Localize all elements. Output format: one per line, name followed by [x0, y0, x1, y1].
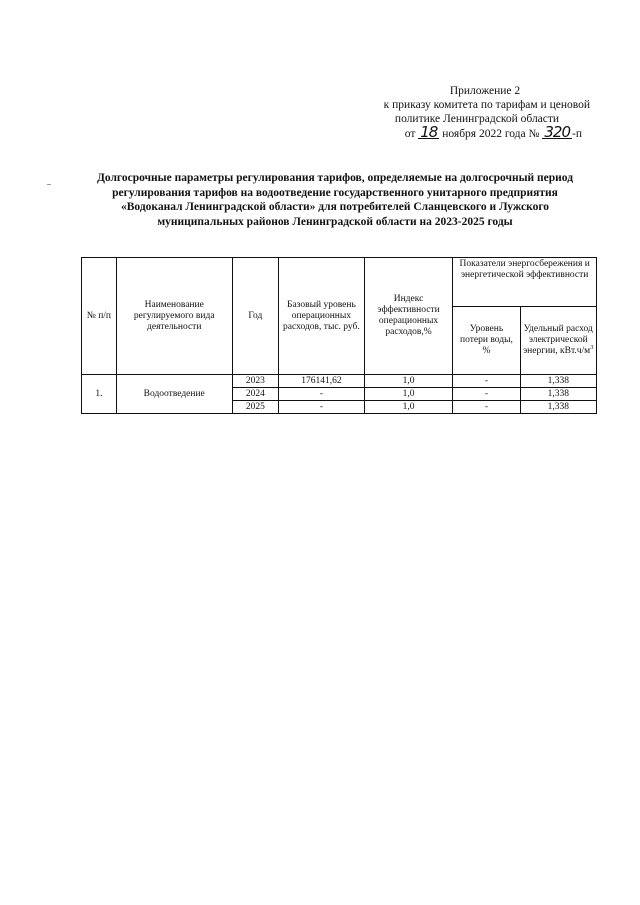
- title-line-4: муниципальных районов Ленинградской области на 2023-2025 годы: [157, 215, 513, 228]
- cell-base: -: [279, 401, 365, 414]
- order-suffix: -п: [572, 128, 582, 140]
- cell-year: 2023: [232, 375, 278, 388]
- header-energy-group: Показатели энергосбережения и энергетической эффективности: [453, 258, 597, 307]
- appendix-line-1: к приказу комитета по тарифам и ценовой: [383, 99, 590, 111]
- cell-base: 176141,62: [279, 375, 365, 388]
- table-row: [82, 375, 597, 388]
- cell-energy: 1,338: [520, 375, 596, 388]
- cell-year: 2024: [232, 388, 278, 401]
- header-energy-use-sup: 3: [590, 343, 594, 351]
- cell-index: 1,0: [364, 401, 453, 414]
- header-efficiency-index: Индекс эффективности операционных расходов,%: [364, 258, 453, 375]
- cell-year: 2025: [232, 401, 278, 414]
- header-row: [82, 258, 597, 307]
- header-year: Год: [232, 258, 278, 375]
- header-energy-use: [520, 307, 596, 375]
- header-base-level: Базовый уровень операционных расходов, тыс. руб.: [279, 258, 365, 375]
- date-month-year: ноября 2022 года №: [442, 128, 540, 140]
- header-num: № п/п: [82, 258, 117, 375]
- handwritten-day: 18: [420, 123, 438, 141]
- cell-energy: 1,338: [520, 388, 596, 401]
- date-prefix: от: [404, 128, 416, 140]
- handwritten-order-number: 320: [544, 123, 571, 141]
- header-energy-use-text: Удельный расход электрической энергии, кВт.ч/м: [523, 324, 593, 356]
- title-line-2: регулирования тарифов на водоотведение государственного унитарного предприятия: [112, 186, 558, 199]
- header-water-loss: Уровень потери воды, %: [453, 307, 520, 375]
- cell-base: -: [279, 388, 365, 401]
- cell-index: 1,0: [364, 388, 453, 401]
- cell-loss: -: [453, 388, 520, 401]
- parameters-table: [81, 257, 597, 414]
- title-line-1: Долгосрочные параметры регулирования тарифов, определяемые на долгосрочный период: [96, 172, 574, 184]
- cell-index: 1,0: [364, 375, 453, 388]
- cell-loss: -: [453, 401, 520, 414]
- appendix-line-2: политике Ленинградской области: [394, 113, 560, 125]
- activity-name: Водоотведение: [116, 375, 232, 414]
- appendix-title: Приложение 2: [449, 85, 521, 97]
- appendix-header: [330, 84, 590, 141]
- row-number: 1.: [82, 375, 117, 414]
- appendix-date-line: [330, 123, 590, 141]
- margin-mark: [47, 184, 51, 185]
- title-line-3: «Водоканал Ленинградской области» для потребителей Сланцевского и Лужского: [120, 201, 549, 213]
- cell-loss: -: [453, 375, 520, 388]
- cell-energy: 1,338: [520, 401, 596, 414]
- document-title: [70, 171, 600, 229]
- header-activity-name: Наименование регулируемого вида деятельности: [116, 258, 232, 375]
